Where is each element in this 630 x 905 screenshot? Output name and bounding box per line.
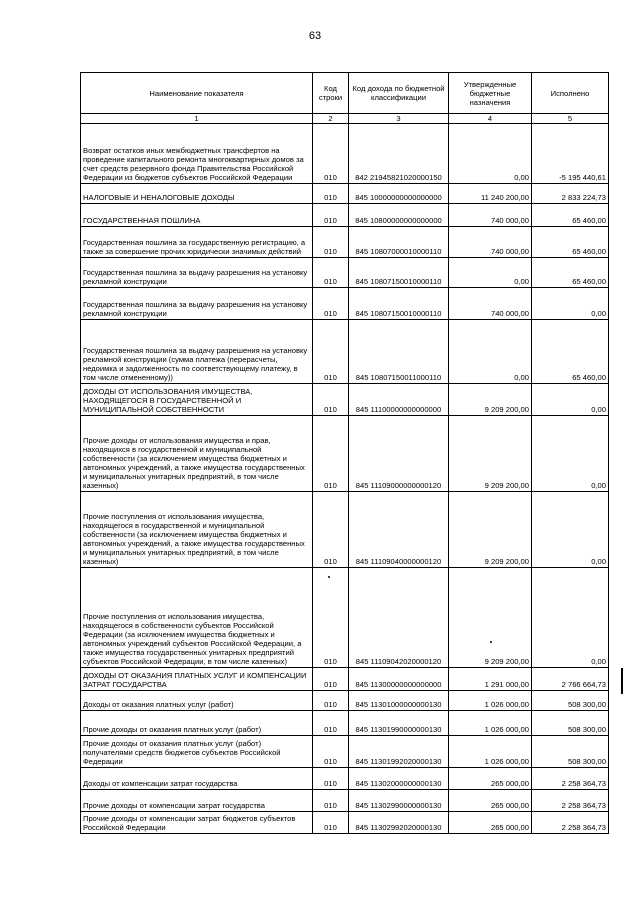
row-executed: 0,00 <box>532 492 609 568</box>
column-number: 4 <box>449 114 532 124</box>
row-executed: 0,00 <box>532 568 609 668</box>
scan-dot <box>328 576 330 578</box>
column-number: 1 <box>81 114 313 124</box>
table-row <box>81 568 609 668</box>
row-name: Государственная пошлина за выдачу разрешения на установку рекламной конструкции <box>81 258 313 288</box>
row-line-code: 010 <box>313 812 349 834</box>
row-approved: 9 209 200,00 <box>449 416 532 492</box>
budget-execution-table <box>80 72 609 834</box>
table-row <box>81 492 609 568</box>
row-name: Государственная пошлина за выдачу разрешения на установку рекламной конструкции <box>81 288 313 320</box>
row-income-code: 845 10800000000000000 <box>349 204 449 227</box>
row-income-code: 845 11300000000000000 <box>349 668 449 691</box>
row-approved: 265 000,00 <box>449 768 532 790</box>
column-number: 2 <box>313 114 349 124</box>
table-row <box>81 711 609 736</box>
row-line-code: 010 <box>313 320 349 384</box>
header-row <box>81 73 609 114</box>
row-executed: 2 766 664,73 <box>532 668 609 691</box>
table-row <box>81 812 609 834</box>
row-name: Возврат остатков иных межбюджетных трансфертов на проведение капитального ремонта многоквартирных домов за счет средств резервного фонда Правительства Российской Федерации из бюджетов субъектов Российской Федерации <box>81 124 313 184</box>
table-row <box>81 227 609 258</box>
row-name: Доходы от оказания платных услуг (работ) <box>81 691 313 711</box>
header-income-code: Код дохода по бюджетной классификации <box>349 73 449 114</box>
row-executed: 508 300,00 <box>532 711 609 736</box>
row-line-code: 010 <box>313 184 349 204</box>
row-line-code: 010 <box>313 568 349 668</box>
row-line-code: 010 <box>313 768 349 790</box>
row-name: Прочие доходы от компенсации затрат бюджетов субъектов Российской Федерации <box>81 812 313 834</box>
row-approved: 0,00 <box>449 258 532 288</box>
table-row <box>81 258 609 288</box>
row-income-code: 845 10807000010000110 <box>349 227 449 258</box>
row-line-code: 010 <box>313 668 349 691</box>
row-line-code: 010 <box>313 416 349 492</box>
row-executed: 0,00 <box>532 416 609 492</box>
row-income-code: 845 10807150011000110 <box>349 320 449 384</box>
row-name: Доходы от компенсации затрат государства <box>81 768 313 790</box>
row-approved: 740 000,00 <box>449 204 532 227</box>
row-approved: 265 000,00 <box>449 790 532 812</box>
row-name: НАЛОГОВЫЕ И НЕНАЛОГОВЫЕ ДОХОДЫ <box>81 184 313 204</box>
row-line-code: 010 <box>313 492 349 568</box>
row-executed: 0,00 <box>532 288 609 320</box>
row-approved: 1 026 000,00 <box>449 691 532 711</box>
row-executed: 0,00 <box>532 384 609 416</box>
row-approved: 9 209 200,00 <box>449 568 532 668</box>
row-income-code: 845 10807150010000110 <box>349 258 449 288</box>
row-line-code: 010 <box>313 288 349 320</box>
row-approved: 740 000,00 <box>449 227 532 258</box>
row-income-code: 845 11302992020000130 <box>349 812 449 834</box>
table-row <box>81 768 609 790</box>
row-executed: 65 460,00 <box>532 258 609 288</box>
row-name: Прочие доходы от оказания платных услуг (работ) получателями средств бюджетов субъектов Российской Федерации <box>81 736 313 768</box>
row-line-code: 010 <box>313 124 349 184</box>
row-income-code: 845 10000000000000000 <box>349 184 449 204</box>
row-income-code: 845 11301990000000130 <box>349 711 449 736</box>
row-name: Государственная пошлина за государственную регистрацию, а также за совершение прочих юридически значимых действий <box>81 227 313 258</box>
row-executed: 508 300,00 <box>532 691 609 711</box>
table-row <box>81 124 609 184</box>
row-line-code: 010 <box>313 227 349 258</box>
row-executed: 2 833 224,73 <box>532 184 609 204</box>
row-approved: 1 026 000,00 <box>449 736 532 768</box>
row-approved: 265 000,00 <box>449 812 532 834</box>
row-income-code: 845 11302000000000130 <box>349 768 449 790</box>
table-row <box>81 736 609 768</box>
column-number: 3 <box>349 114 449 124</box>
row-approved: 1 291 000,00 <box>449 668 532 691</box>
row-executed: 2 258 364,73 <box>532 790 609 812</box>
table-row <box>81 790 609 812</box>
row-name: Государственная пошлина за выдачу разрешения на установку рекламной конструкции (сумма платежа (перерасчеты, недоимка и задолженность по соответствующему платежу, в том числе отмененному)) <box>81 320 313 384</box>
row-executed: 65 460,00 <box>532 204 609 227</box>
row-executed: -5 195 440,61 <box>532 124 609 184</box>
row-approved: 11 240 200,00 <box>449 184 532 204</box>
row-name: Прочие поступления от использования имущества, находящегося в собственности субъектов Российской Федерации (за исключением имущества бюджетных и автономных учреждений субъектов Российской Федерации, а также имущества государственных унитарных предприятий субъектов Российской Федерации, в том числе казенных) <box>81 568 313 668</box>
table-row <box>81 204 609 227</box>
row-name: ГОСУДАРСТВЕННАЯ ПОШЛИНА <box>81 204 313 227</box>
row-income-code: 845 10807150010000110 <box>349 288 449 320</box>
row-line-code: 010 <box>313 204 349 227</box>
row-approved: 740 000,00 <box>449 288 532 320</box>
row-income-code: 845 11109040000000120 <box>349 492 449 568</box>
table-row <box>81 320 609 384</box>
scan-dot <box>490 641 492 643</box>
row-income-code: 845 11109042020000120 <box>349 568 449 668</box>
table-row <box>81 691 609 711</box>
row-income-code: 845 11301000000000130 <box>349 691 449 711</box>
row-income-code: 845 11100000000000000 <box>349 384 449 416</box>
row-approved: 0,00 <box>449 124 532 184</box>
header-approved: Утвержденные бюджетные назначения <box>449 73 532 114</box>
row-name: Прочие доходы от компенсации затрат государства <box>81 790 313 812</box>
row-name: ДОХОДЫ ОТ ИСПОЛЬЗОВАНИЯ ИМУЩЕСТВА, НАХОДЯЩЕГОСЯ В ГОСУДАРСТВЕННОЙ И МУНИЦИПАЛЬНОЙ СОБСТВЕННОСТИ <box>81 384 313 416</box>
header-name: Наименование показателя <box>81 73 313 114</box>
page-number: 63 <box>308 30 322 42</box>
row-line-code: 010 <box>313 691 349 711</box>
margin-scan-mark <box>621 668 623 694</box>
row-line-code: 010 <box>313 258 349 288</box>
column-number-row <box>81 114 609 124</box>
row-executed: 2 258 364,73 <box>532 812 609 834</box>
table-row <box>81 668 609 691</box>
row-income-code: 845 11301992020000130 <box>349 736 449 768</box>
row-executed: 65 460,00 <box>532 320 609 384</box>
row-name: Прочие доходы от оказания платных услуг (работ) <box>81 711 313 736</box>
table-row <box>81 288 609 320</box>
column-number: 5 <box>532 114 609 124</box>
row-name: Прочие доходы от использования имущества и прав, находящихся в государственной и муниципальной собственности (за исключением имущества бюджетных и автономных учреждений, а также имущества государственных и муниципальных унитарных предприятий, в том числе казенных) <box>81 416 313 492</box>
row-line-code: 010 <box>313 711 349 736</box>
row-executed: 508 300,00 <box>532 736 609 768</box>
row-income-code: 842 21945821020000150 <box>349 124 449 184</box>
header-line-code: Код строки <box>313 73 349 114</box>
row-name: ДОХОДЫ ОТ ОКАЗАНИЯ ПЛАТНЫХ УСЛУГ И КОМПЕНСАЦИИ ЗАТРАТ ГОСУДАРСТВА <box>81 668 313 691</box>
row-approved: 1 026 000,00 <box>449 711 532 736</box>
row-income-code: 845 11302990000000130 <box>349 790 449 812</box>
row-line-code: 010 <box>313 384 349 416</box>
header-executed: Исполнено <box>532 73 609 114</box>
row-approved: 0,00 <box>449 320 532 384</box>
table-row <box>81 416 609 492</box>
row-name: Прочие поступления от использования имущества, находящегося в государственной и муниципальной собственности (за исключением имущества бюджетных и автономных учреждений, а также имущества государственных и муниципальных унитарных предприятий, в том числе казенных) <box>81 492 313 568</box>
row-approved: 9 209 200,00 <box>449 492 532 568</box>
row-line-code: 010 <box>313 790 349 812</box>
table-row <box>81 384 609 416</box>
row-income-code: 845 11109000000000120 <box>349 416 449 492</box>
table-row <box>81 184 609 204</box>
row-line-code: 010 <box>313 736 349 768</box>
row-approved: 9 209 200,00 <box>449 384 532 416</box>
row-executed: 2 258 364,73 <box>532 768 609 790</box>
row-executed: 65 460,00 <box>532 227 609 258</box>
